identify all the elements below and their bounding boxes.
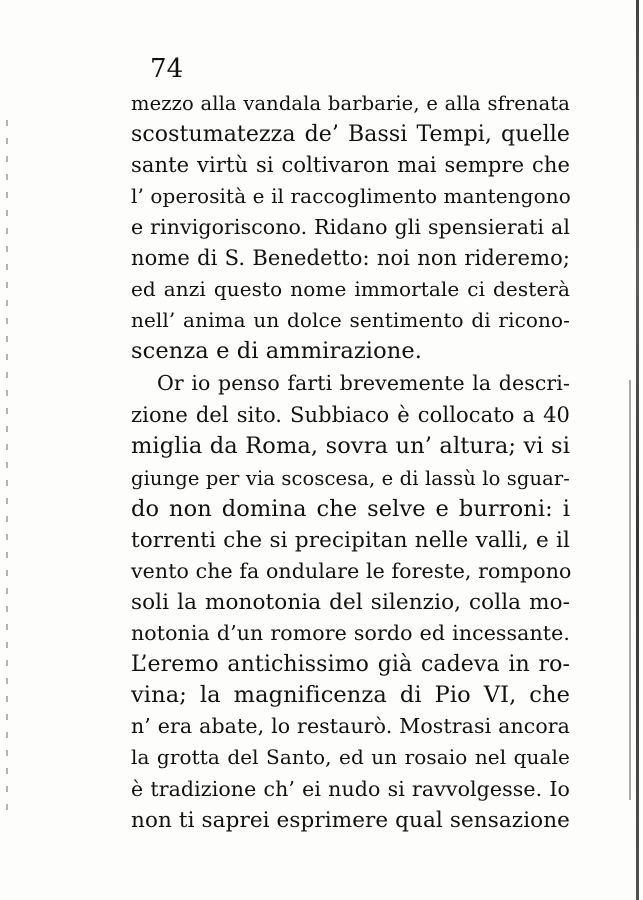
text-line: L’eremo antichissimo già cadeva in ro- xyxy=(131,652,570,677)
text-line: torrenti che si precipitan nelle valli, e il xyxy=(131,528,570,553)
text-line: do non domina che selve e burroni: i xyxy=(131,496,570,522)
text-line: vina; la magnificenza di Pio VI, che xyxy=(131,682,570,708)
text-line: vento che fa ondulare le foreste, rompono xyxy=(131,559,572,583)
text-line: non ti saprei esprimere qual sensazione xyxy=(131,808,570,833)
page-number: 74 xyxy=(150,54,184,84)
text-line: scenza e di ammirazione. xyxy=(131,338,422,364)
text-line: zione del sito. Subbiaco è collocato a 40 xyxy=(131,403,570,427)
text-line: mezzo alla vandala barbarie, e alla sfrenata xyxy=(131,92,570,115)
text-line: sante virtù si coltivaron mai sempre che xyxy=(131,153,570,177)
text-line: giunge per via scoscesa, e di lassù lo sguar- xyxy=(131,467,570,490)
text-line: soli la monotonia del silenzio, colla mo- xyxy=(131,590,570,615)
scan-edge-right xyxy=(636,0,639,900)
text-line: l’ operosità e il raccoglimento mantengono xyxy=(131,184,571,208)
text-line: nome di S. Benedetto: noi non rideremo; xyxy=(131,246,570,270)
text-line: è tradizione ch’ ei nudo si ravvolgesse. Io xyxy=(131,777,570,801)
scan-edge-shadow xyxy=(629,380,631,800)
text-line: la grotta del Santo, ed un rosaio nel quale xyxy=(131,745,570,769)
text-line: e rinvigoriscono. Ridano gli spensierati al xyxy=(131,215,570,239)
text-line: notonia d’un romore sordo ed incessante. xyxy=(131,621,570,645)
text-line: scostumatezza de’ Bassi Tempi, quelle xyxy=(131,122,570,147)
text-line: n’ era abate, lo restaurò. Mostrasi ancora xyxy=(131,714,570,738)
scan-edge-left xyxy=(6,120,8,820)
text-line: nell’ anima un dolce sentimento di ricono- xyxy=(131,308,570,332)
paragraph-first-line: Or io penso farti brevemente la descri- xyxy=(157,371,570,395)
text-line: miglia da Roma, sovra un’ altura; vi si xyxy=(131,433,570,459)
text-line: ed anzi questo nome immortale ci desterà xyxy=(131,277,570,301)
